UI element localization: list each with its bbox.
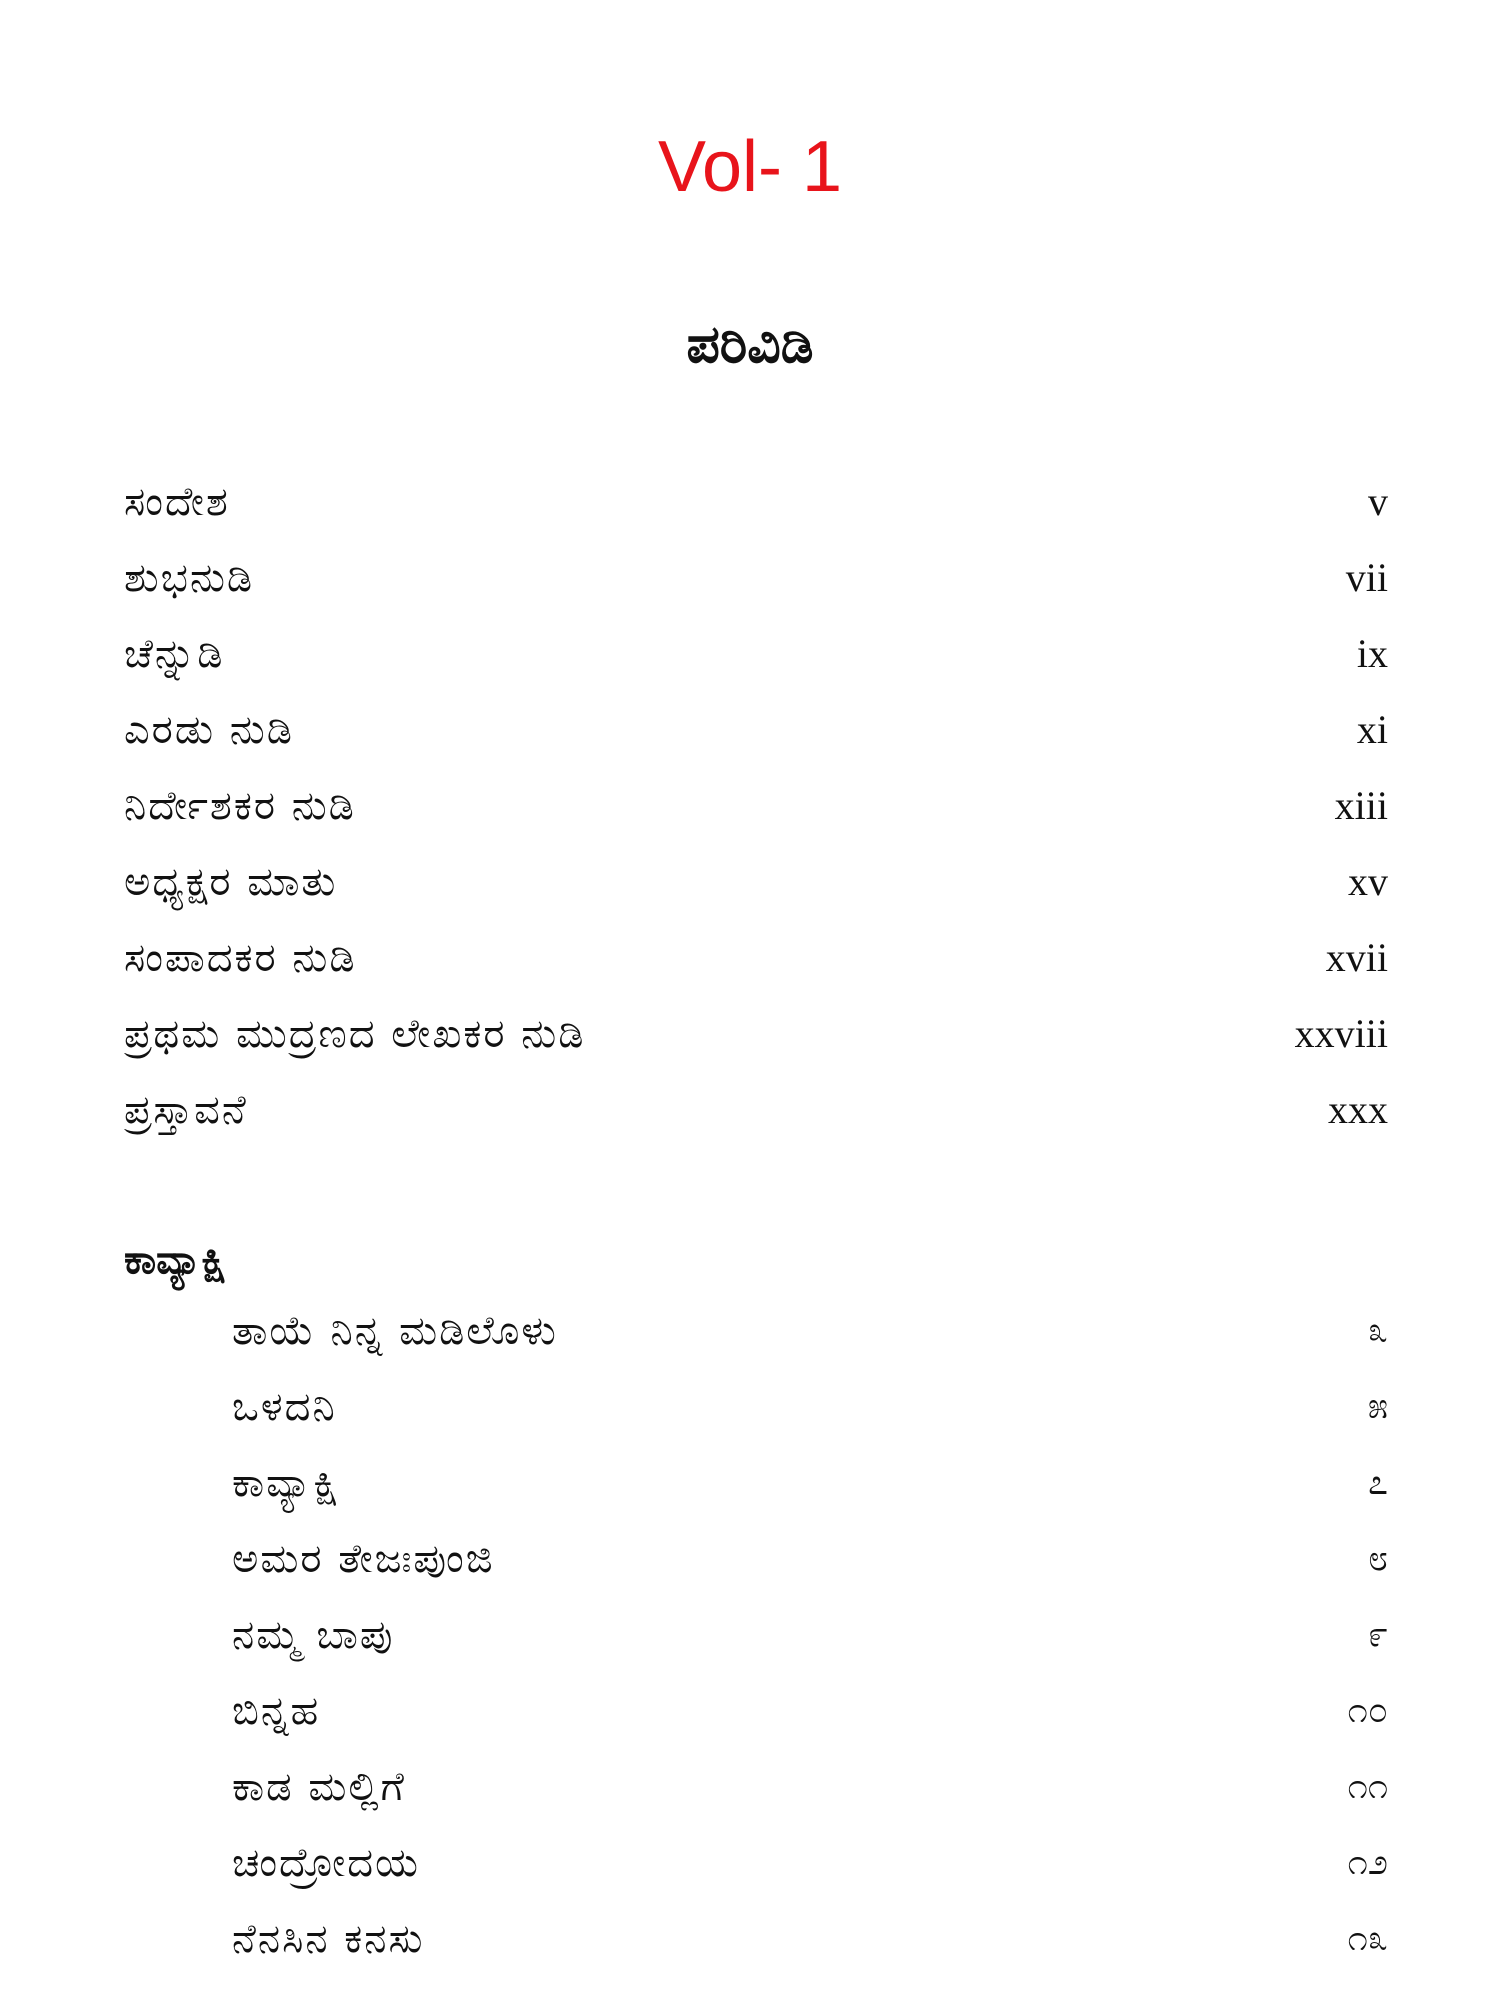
toc-subentry-title: ಚಂದ್ರೋದಯ (232, 1840, 420, 1886)
toc-subentry-page: ೩ (1367, 1310, 1388, 1351)
toc-entry (0, 1072, 1500, 1148)
toc-entry (0, 540, 1500, 616)
toc-subentry-page: ೫ (1367, 1386, 1388, 1427)
toc-subentry-title: ಒಳದನಿ (232, 1384, 337, 1430)
toc-entry-page: vii (1345, 555, 1388, 600)
toc-subentry-title: ಬಿನ್ನಹ (232, 1688, 321, 1734)
section-heading: ಕಾವ್ಯಾಕ್ಷಿ (124, 1237, 227, 1283)
toc-entry-page: ix (1356, 631, 1388, 676)
toc-entry (0, 844, 1500, 920)
toc-entry-title: ಚೆನ್ನುಡಿ (124, 631, 225, 677)
toc-subentry-title: ಕಾವ್ಯಾಕ್ಷಿ (232, 1460, 341, 1506)
toc-entry-page: xi (1356, 707, 1388, 752)
page-title: ಪರಿವಿಡಿ (686, 315, 814, 375)
toc-entry (0, 920, 1500, 996)
toc-subentry (0, 1749, 1500, 1825)
toc-subentry-page: ೭ (1367, 1462, 1388, 1503)
toc-entry-page: xiii (1334, 783, 1388, 828)
toc-subentry (0, 1521, 1500, 1597)
toc-entry-page: xxviii (1294, 1011, 1388, 1056)
toc-subentry-title: ತಾಯೆ ನಿನ್ನ ಮಡಿಲೊಳು (232, 1308, 558, 1354)
toc-subentry-page: ೯ (1367, 1614, 1388, 1655)
toc-entry-title: ಪ್ರಥಮ ಮುದ್ರಣದ ಲೇಖಕರ ನುಡಿ (124, 1011, 586, 1057)
toc-entry-page: xvii (1325, 935, 1388, 980)
toc-subentry-page: ೧೨ (1347, 1842, 1388, 1883)
toc-subentry (0, 1673, 1500, 1749)
toc-entry-page: xxx (1328, 1087, 1388, 1132)
toc-subentry (0, 1597, 1500, 1673)
toc-subentry-page: ೧೦ (1347, 1690, 1388, 1731)
toc-subentry-page: ೧೩ (1347, 1918, 1388, 1959)
toc-subentry (0, 1901, 1500, 1977)
toc-entry-title: ಸಂಪಾದಕರ ನುಡಿ (124, 935, 357, 981)
toc-entry (0, 768, 1500, 844)
toc-subentry-title: ಕಾಡ ಮಲ್ಲಿಗೆ (232, 1764, 406, 1810)
toc-subentry-title: ನೆನಸಿನ ಕನಸು (232, 1916, 425, 1962)
toc-entry-title: ಪ್ರಸ್ತಾವನೆ (124, 1087, 248, 1133)
toc-subentry-title: ನಮ್ಮ ಬಾಪು (232, 1612, 395, 1658)
toc-entry-title: ನಿರ್ದೇಶಕರ ನುಡಿ (124, 783, 356, 829)
toc-subentry (0, 1445, 1500, 1521)
toc-entry-title: ಎರಡು ನುಡಿ (124, 707, 294, 753)
toc-subentry-title: ಅಮರ ತೇಜಃಪುಂಜಿ (232, 1536, 495, 1582)
toc-entry (0, 996, 1500, 1072)
toc-subentry-page: ೮ (1367, 1538, 1388, 1579)
toc-entry-page: xv (1348, 859, 1388, 904)
toc-entry-title: ಅಧ್ಯಕ್ಷರ ಮಾತು (124, 859, 338, 905)
toc-subentry (0, 1293, 1500, 1369)
toc-entry (0, 692, 1500, 768)
toc-entry-title: ಶುಭನುಡಿ (124, 555, 255, 601)
toc-subentry-page: ೧೧ (1347, 1766, 1388, 1807)
toc-entry-page: v (1368, 479, 1388, 524)
toc-entry-title: ಸಂದೇಶ (124, 479, 230, 525)
toc-subentry (0, 1825, 1500, 1901)
volume-label: Vol- 1 (657, 127, 843, 207)
toc-entry (0, 616, 1500, 692)
toc-entry (0, 464, 1500, 540)
toc-subentry (0, 1369, 1500, 1445)
